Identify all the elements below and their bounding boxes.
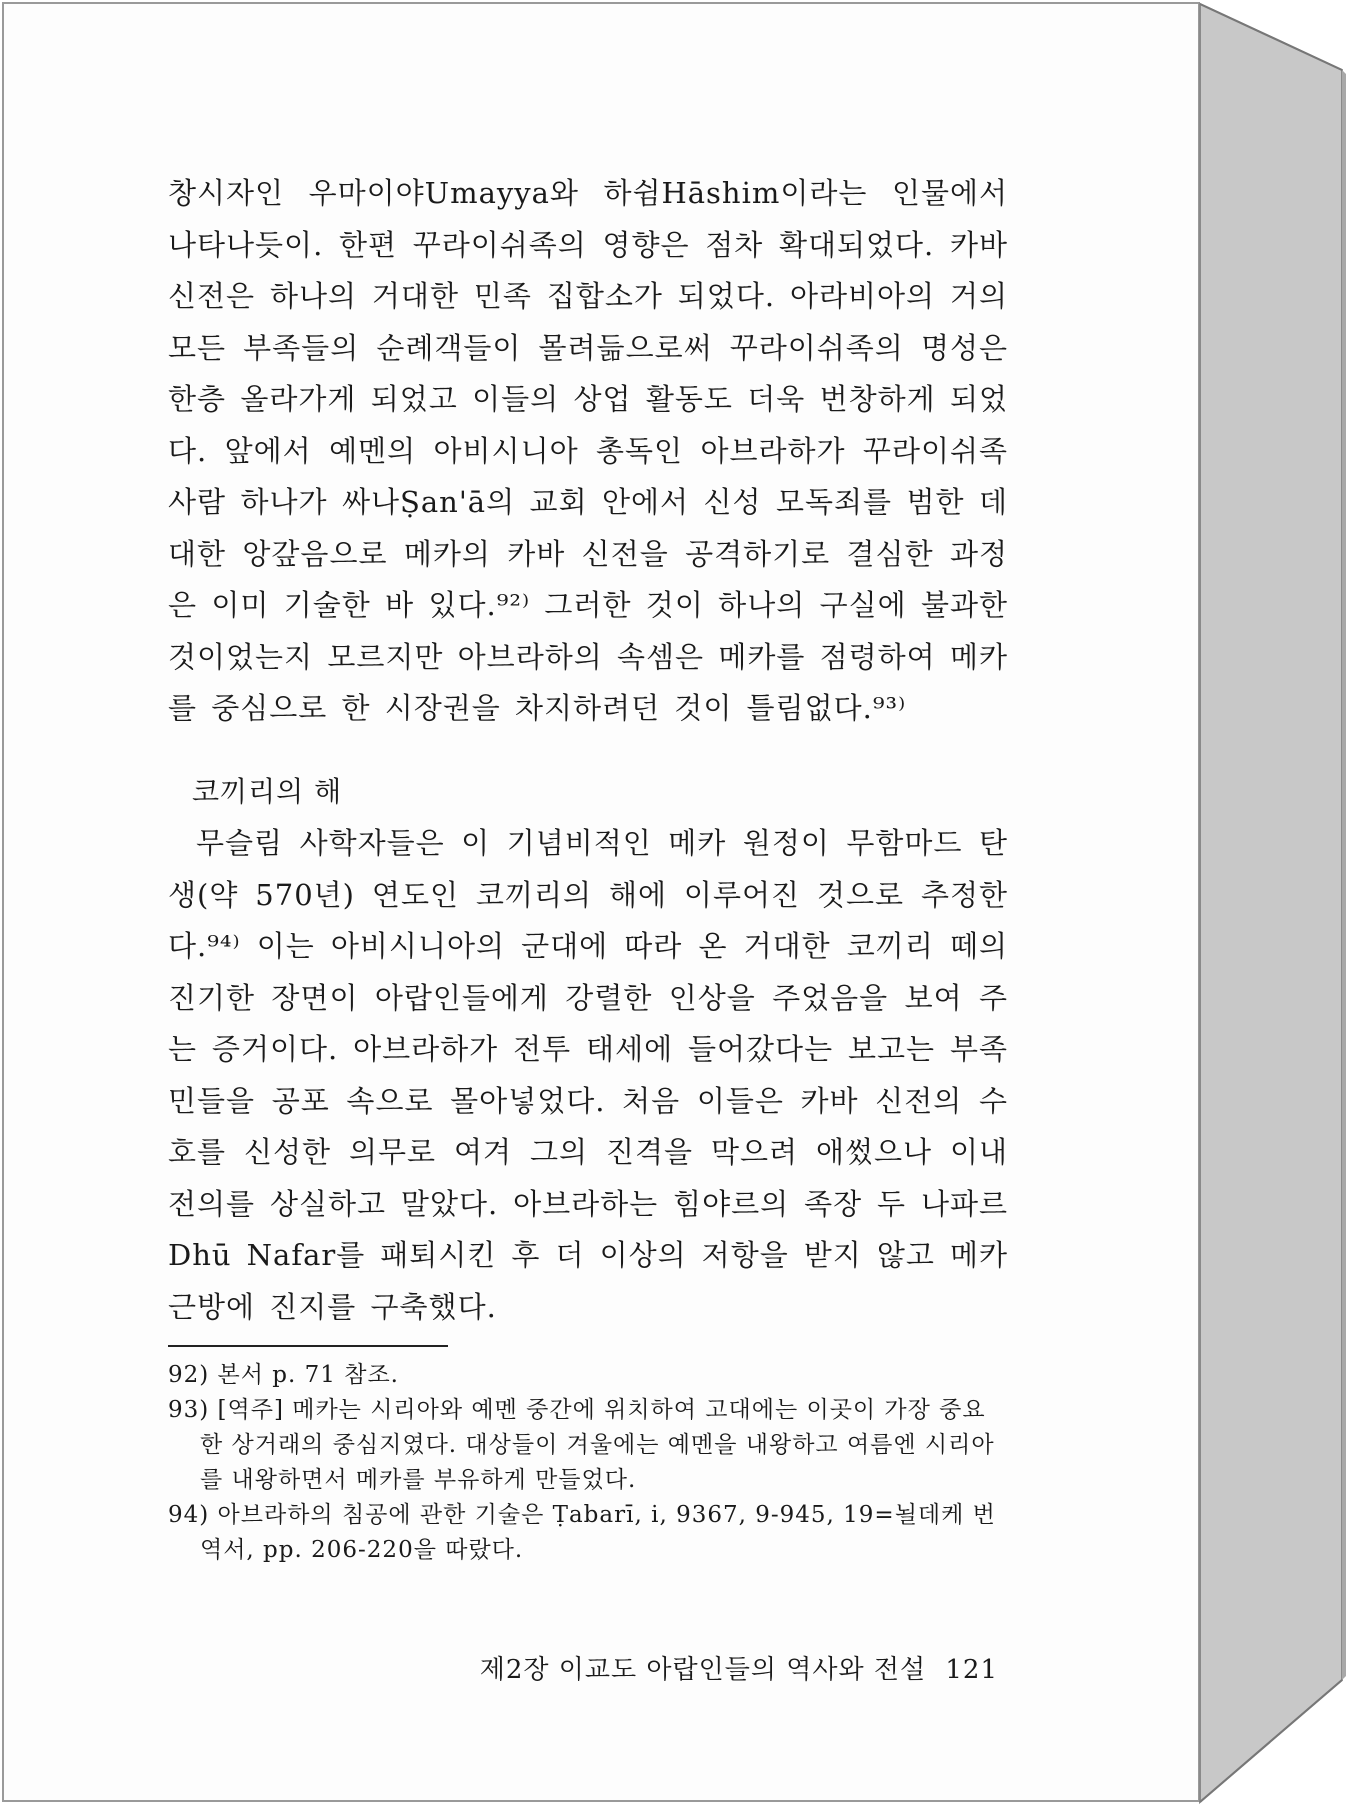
running-footer bbox=[168, 1650, 998, 1690]
page-number: 121 bbox=[945, 1655, 998, 1685]
footnote-93: 93) [역주] 메카는 시리아와 예멘 중간에 위치하여 고대에는 이곳이 가장 중요한 상거래의 중심지였다. 대상들이 겨울에는 예멘을 내왕하고 여름엔 시리아를 내왕하면서 메카를 부유하게 만들었다. bbox=[168, 1397, 995, 1493]
body-paragraph-2: 무슬림 사학자들은 이 기념비적인 메카 원정이 무함마드 탄생(약 570년) 연도인 코끼리의 해에 이루어진 것으로 추정한다.⁹⁴⁾ 이는 아비시니아의 군대에 따라 온 거대한 코끼리 떼의 진기한 장면이 아랍인들에게 강렬한 인상을 주었음을 보여 주는 증거이다. 아브라하가 전투 태세에 들어갔다는 보고는 부족민들을 공포 속으로 몰아넣었다. 처음 이들은 카바 신전의 수호를 신성한 의무로 여겨 그의 진격을 막으려 애썼으나 이내 전의를 상실하고 말았다. 아브라하는 힘야르의 족장 두 나파르Dhū Nafar를 패퇴시킨 후 더 이상의 저항을 받지 않고 메카 근방에 진지를 구축했다. bbox=[168, 826, 1008, 1324]
section-heading: 코끼리의 해 bbox=[192, 775, 343, 808]
body-paragraph-1: 창시자인 우마이야Umayya와 하쉼Hāshim이라는 인물에서 나타나듯이. 한편 꾸라이쉬족의 영향은 점차 확대되었다. 카바 신전은 하나의 거대한 민족 집합소가 되었다. 아라비아의 거의 모든 부족들의 순례객들이 몰려듦으로써 꾸라이쉬족의 명성은 한층 올라가게 되었고 이들의 상업 활동도 더욱 번창하게 되었다. 앞에서 예멘의 아비시니아 총독인 아브라하가 꾸라이쉬족 사람 하나가 싸나Ṣan'ā의 교회 안에서 신성 모독죄를 범한 데 대한 앙갚음으로 메카의 카바 신전을 공격하기로 결심한 과정은 이미 기술한 바 있다.⁹²⁾ 그러한 것이 하나의 구실에 불과한 것이었는지 모르지만 아브라하의 속셈은 메카를 점령하여 메카를 중심으로 한 시장권을 차지하려던 것이 틀림없다.⁹³⁾ bbox=[168, 176, 1008, 725]
chapter-title: 제2장 이교도 아랍인들의 역사와 전설 bbox=[479, 1655, 927, 1685]
footnotes bbox=[168, 1358, 1008, 1568]
footnote-92: 92) 본서 p. 71 참조. bbox=[168, 1362, 399, 1388]
footnote-divider bbox=[168, 1345, 448, 1347]
footnote-94: 94) 아브라하의 침공에 관한 기술은 Ṭabarī, i, 9367, 9-945, 19=뇔데케 번역서, pp. 206-220을 따랐다. bbox=[168, 1502, 996, 1563]
